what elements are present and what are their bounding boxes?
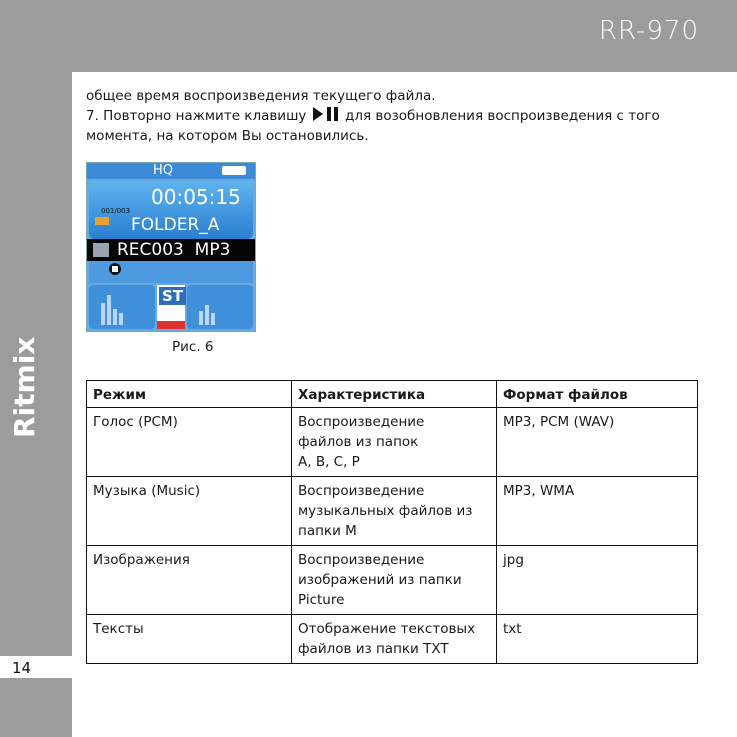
folder-icon	[95, 217, 109, 225]
body-line-3: момента, на котором Вы остановились.	[86, 128, 369, 144]
cell-description: Воспроизведение файлов из папок A, B, C, P	[292, 408, 497, 477]
cell-format: jpg	[497, 546, 698, 615]
cell-description: Отображение текстовых файлов из папки TXT	[292, 615, 497, 664]
cell-format: MP3, WMA	[497, 477, 698, 546]
body-line-2-post: для возобновления воспроизведения с того	[345, 108, 660, 124]
screen-counter: 001/003	[101, 207, 131, 215]
cell-format: txt	[497, 615, 698, 664]
play-pause-icon	[311, 107, 341, 121]
modes-table	[86, 380, 698, 664]
screen-mode-badge: ST	[159, 287, 186, 305]
cell-description: Воспроизведение музыкальных файлов из папки M	[292, 477, 497, 546]
body-line-2	[86, 106, 706, 126]
table-row	[87, 477, 698, 546]
cell-mode: Тексты	[87, 615, 292, 664]
screen-folder: FOLDER_A	[131, 215, 220, 235]
file-type-icon	[93, 243, 109, 257]
model-name: RR-970	[598, 16, 699, 46]
table-header-row	[87, 381, 698, 408]
cell-mode: Голос (PCM)	[87, 408, 292, 477]
cell-description: Воспроизведение изображений из папки Picture	[292, 546, 497, 615]
screen-quality: HQ	[153, 163, 174, 178]
brand-logo: Ritmix	[8, 336, 41, 438]
table-row	[87, 408, 698, 477]
header-description: Характеристика	[292, 381, 497, 408]
cell-mode: Музыка (Music)	[87, 477, 292, 546]
header-format: Формат файлов	[497, 381, 698, 408]
page-number-box	[0, 656, 72, 678]
figure-caption: Рис. 6	[172, 339, 214, 355]
screen-time: 00:05:15	[151, 185, 241, 209]
device-screen	[86, 162, 256, 332]
body-line-1: общее время воспроизведения текущего файла.	[86, 88, 436, 104]
header-mode: Режим	[87, 381, 292, 408]
cell-mode: Изображения	[87, 546, 292, 615]
battery-icon	[222, 166, 246, 175]
page-number: 14	[12, 659, 32, 677]
cell-format: MP3, PCM (WAV)	[497, 408, 698, 477]
table-row	[87, 546, 698, 615]
table-row	[87, 615, 698, 664]
body-line-2-pre: 7. Повторно нажмите клавишу	[86, 108, 307, 124]
stop-icon	[112, 266, 118, 272]
screen-file: REC003 MP3	[117, 240, 231, 260]
body-text	[86, 86, 706, 146]
